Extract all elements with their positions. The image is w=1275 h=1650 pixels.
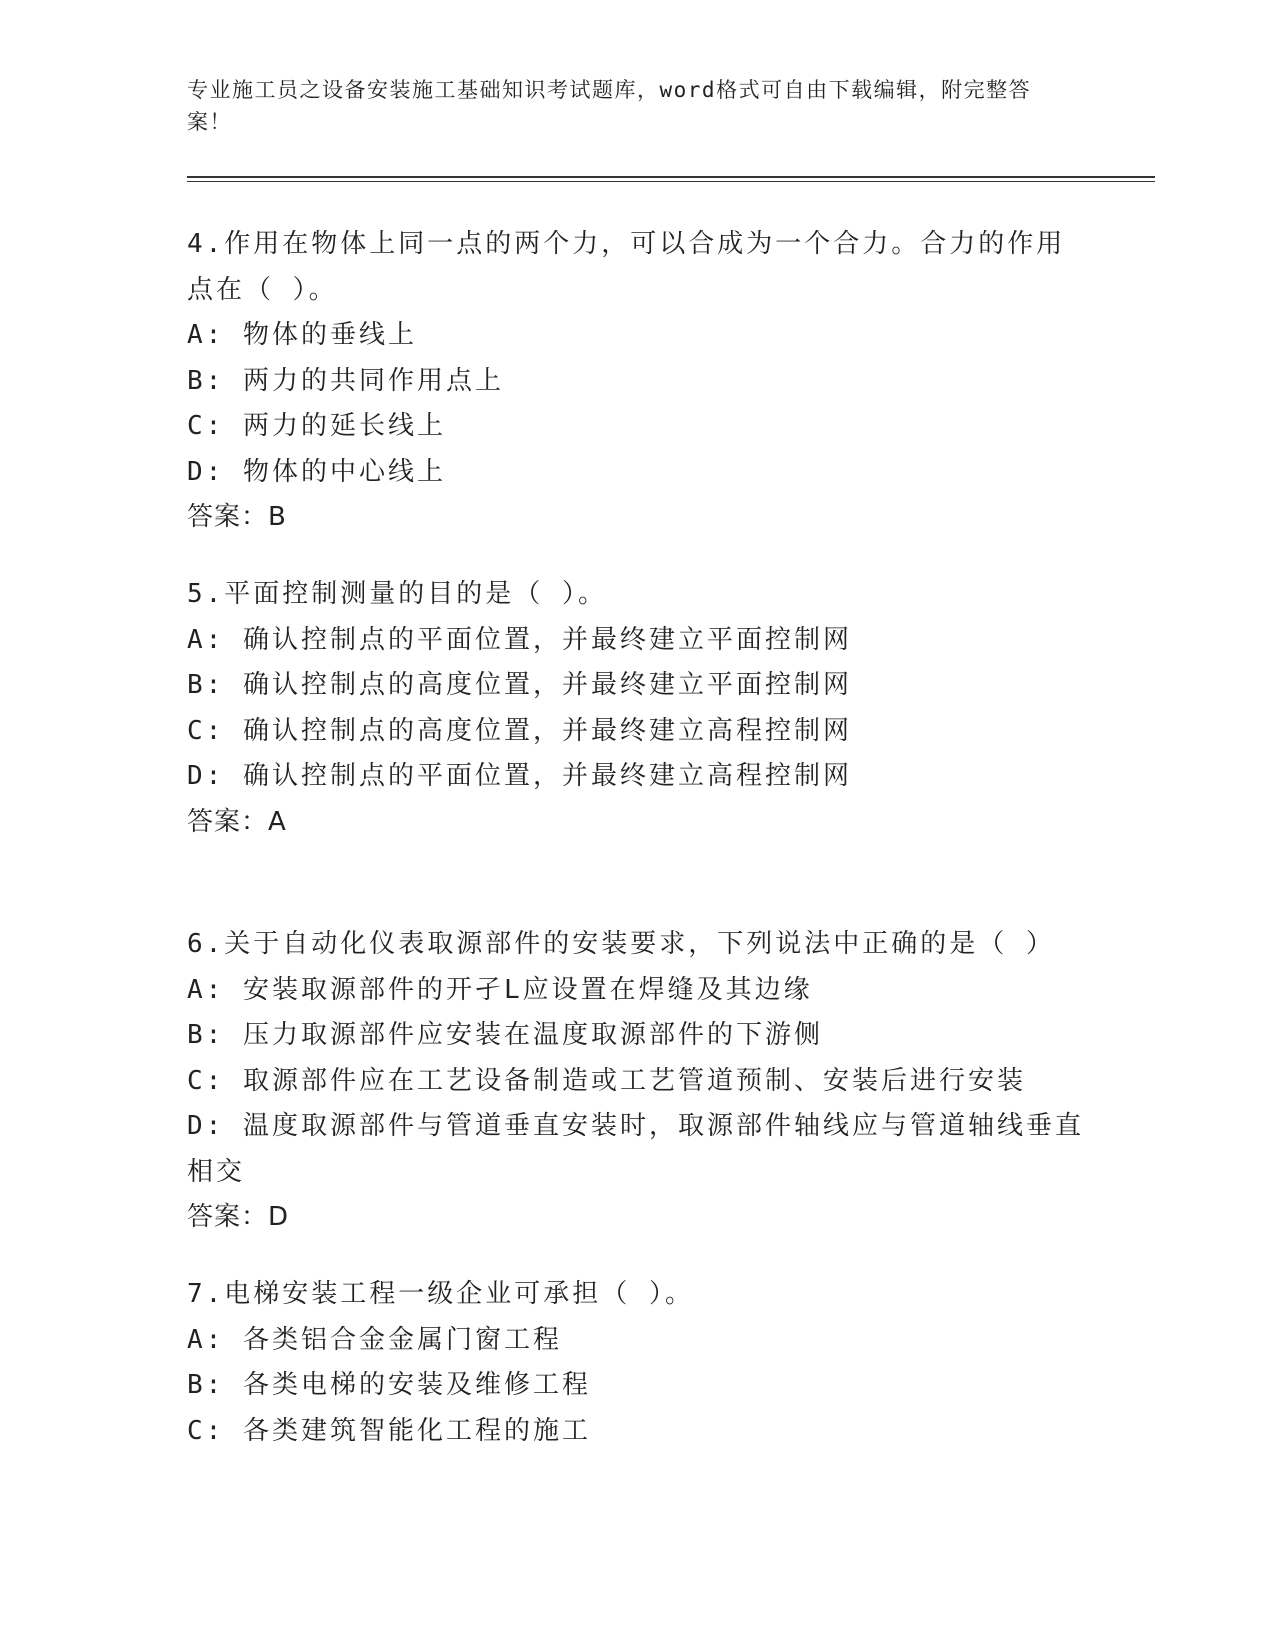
- question-stem: 5.平面控制测量的目的是（ ）。: [187, 579, 607, 609]
- option-c: C: 确认控制点的高度位置，并最终建立高程控制网: [187, 715, 852, 746]
- option-a: A: 各类铝合金金属门窗工程: [187, 1324, 562, 1355]
- question-stem: 4.作用在物体上同一点的两个力，可以合成为一个合力。合力的作用点在（ ）。: [187, 229, 1066, 305]
- answer: 答案：A: [187, 806, 287, 837]
- option-d: D: 温度取源部件与管道垂直安装时，取源部件轴线应与管道轴线垂直相交: [187, 1111, 1084, 1187]
- option-c: C: 各类建筑智能化工程的施工: [187, 1415, 591, 1446]
- answer: 答案：D: [187, 1202, 290, 1232]
- option-a: A: 物体的垂线上: [187, 320, 417, 350]
- option-a: A: 确认控制点的平面位置，并最终建立平面控制网: [187, 624, 852, 655]
- header-divider-thick: [187, 176, 1155, 178]
- option-d: D: 物体的中心线上: [187, 456, 446, 487]
- question-7: [187, 1272, 1087, 1454]
- option-b: B: 两力的共同作用点上: [187, 365, 504, 396]
- option-c: C: 两力的延长线上: [187, 411, 446, 441]
- option-b: B: 确认控制点的高度位置，并最终建立平面控制网: [187, 670, 852, 700]
- header-description: 专业施工员之设备安装施工基础知识考试题库，word格式可自由下载编辑，附完整答案！: [187, 78, 1032, 134]
- question-4: [187, 222, 1087, 541]
- question-5: [187, 572, 1087, 845]
- question-stem: 7.电梯安装工程一级企业可承担（ ）。: [187, 1279, 694, 1309]
- option-b: B: 各类电梯的安装及维修工程: [187, 1370, 591, 1400]
- header-divider-thin: [187, 181, 1155, 182]
- question-stem: 6.关于自动化仪表取源部件的安装要求，下列说法中正确的是（ ）: [187, 929, 1055, 959]
- option-c: C: 取源部件应在工艺设备制造或工艺管道预制、安装后进行安装: [187, 1065, 1026, 1096]
- option-b: B: 压力取源部件应安装在温度取源部件的下游侧: [187, 1020, 823, 1050]
- option-d: D: 确认控制点的平面位置，并最终建立高程控制网: [187, 761, 852, 791]
- option-a: A: 安装取源部件的开孑L应设置在焊缝及其边缘: [187, 974, 813, 1005]
- question-6: [187, 922, 1087, 1241]
- answer: 答案：B: [187, 502, 287, 532]
